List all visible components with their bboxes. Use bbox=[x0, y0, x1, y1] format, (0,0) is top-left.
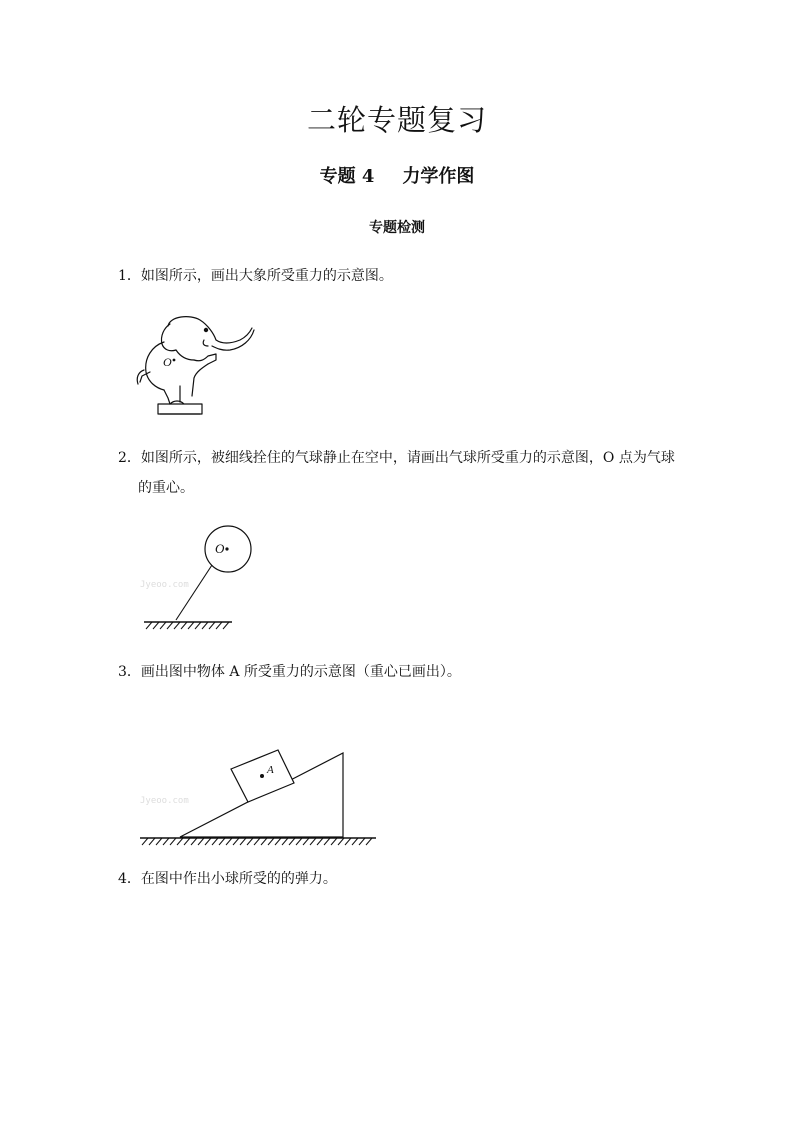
ground-hatching bbox=[142, 838, 372, 845]
section-heading: 专题检测 bbox=[369, 220, 425, 236]
question-number: 2． bbox=[118, 450, 141, 466]
point-label: O bbox=[163, 355, 172, 369]
point-label: A bbox=[267, 764, 274, 776]
topic-label: 专题 4 bbox=[319, 166, 375, 187]
question-number: 3． bbox=[118, 664, 141, 680]
question-number: 1． bbox=[118, 268, 141, 284]
point-label: O bbox=[215, 541, 225, 556]
question-2 bbox=[118, 443, 698, 503]
question-1 bbox=[118, 261, 698, 291]
incline-figure bbox=[138, 745, 378, 845]
center-of-gravity-dot bbox=[260, 774, 264, 778]
question-text: 如图所示，画出大象所受重力的示意图。 bbox=[140, 268, 393, 284]
topic-heading bbox=[0, 162, 794, 188]
question-text: 如图所示，被细线拴住的气球静止在空中，请画出气球所受重力的示意图，O 点为气球 bbox=[140, 450, 675, 466]
balloon-figure bbox=[140, 525, 270, 635]
watermark: Jyeoo.com bbox=[140, 796, 189, 806]
ground-hatching bbox=[146, 622, 229, 629]
question-text-continued: 的重心。 bbox=[138, 480, 194, 496]
topic-name: 力学作图 bbox=[402, 166, 475, 187]
question-3 bbox=[118, 657, 698, 687]
center-of-gravity-dot bbox=[173, 359, 176, 362]
page-title: 二轮专题复习 bbox=[306, 103, 487, 137]
center-of-gravity-dot bbox=[225, 547, 228, 550]
question-text: 在图中作出小球所受的的弹力。 bbox=[140, 871, 337, 887]
question-4 bbox=[118, 864, 698, 894]
string bbox=[176, 565, 212, 620]
question-text: 画出图中物体 A 所受重力的示意图（重心已画出）。 bbox=[140, 664, 461, 680]
watermark: Jyeoo.com bbox=[140, 580, 189, 590]
elephant-figure bbox=[130, 310, 260, 420]
question-number: 4． bbox=[118, 871, 141, 887]
